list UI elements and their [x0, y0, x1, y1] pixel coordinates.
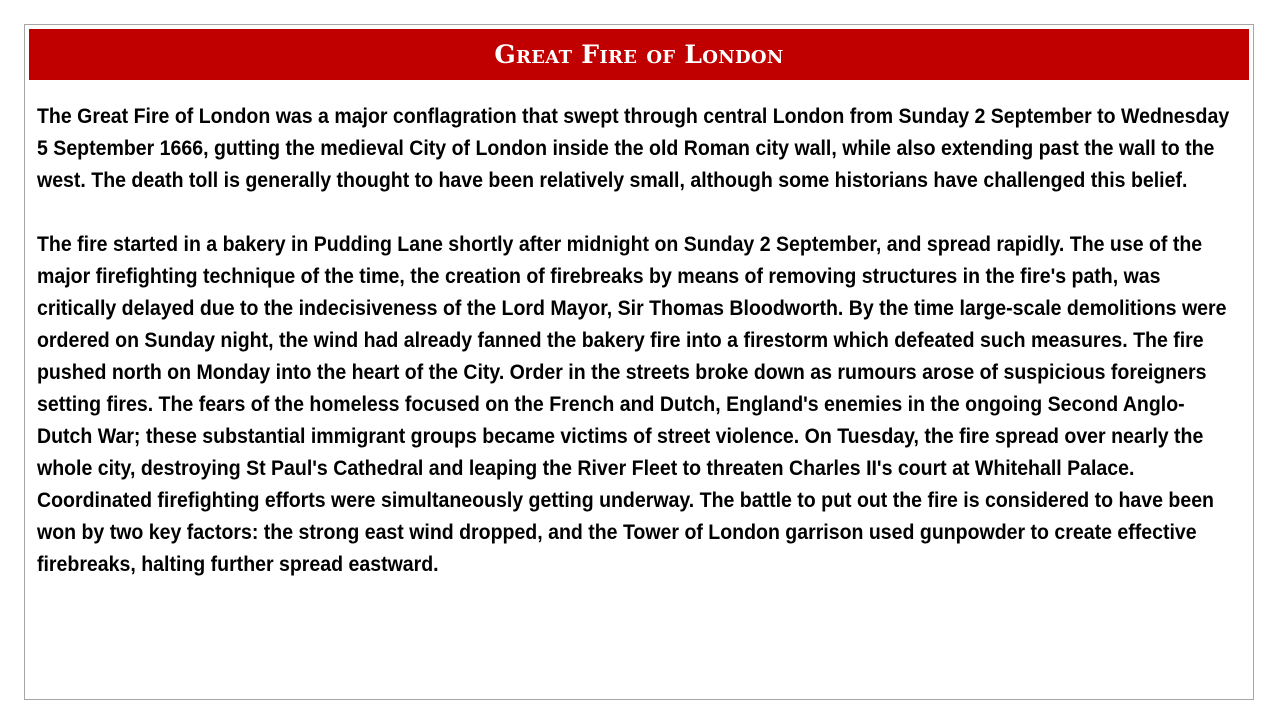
paragraph-2: The fire started in a bakery in Pudding Lane shortly after midnight on Sunday 2 September, and spread rapidly. The use of the major firefighting technique of the time, the creation of firebreaks by means of removing structures in the fire's path, was critically delayed due to the indecisiveness of the Lord Mayor, Sir Thomas Bloodworth. By the time large-scale demolitions were ordered on Sunday night, the wind had already fanned the bakery fire into a firestorm which defeated such measures. The fire pushed north on Monday into the heart of the City. Order in the streets broke down as rumours arose of suspicious foreigners setting fires. The fears of the homeless focused on the French and Dutch, England's enemies in the ongoing Second Anglo-Dutch War; these substantial immigrant groups became victims of street violence. On Tuesday, the fire spread over nearly the whole city, destroying St Paul's Cathedral and leaping the River Fleet to threaten Charles II's court at Whitehall Palace. Coordinated firefighting efforts were simultaneously getting underway. The battle to put out the fire is considered to have been won by two key factors: the strong east wind dropped, and the Tower of London garrison used gunpowder to create effective firebreaks, halting further spread eastward. [37, 233, 1227, 576]
slide [24, 24, 1254, 700]
paragraph-1: The Great Fire of London was a major conflagration that swept through central London from Sunday 2 September to Wednesday 5 September 1666, gutting the medieval City of London inside the old Roman city wall, while also extending past the wall to the west. The death toll is generally thought to have been relatively small, although some historians have challenged this belief. [37, 105, 1230, 192]
title-bar [29, 29, 1249, 80]
slide-title: Great Fire of London [494, 40, 784, 69]
slide-body [37, 101, 1237, 613]
